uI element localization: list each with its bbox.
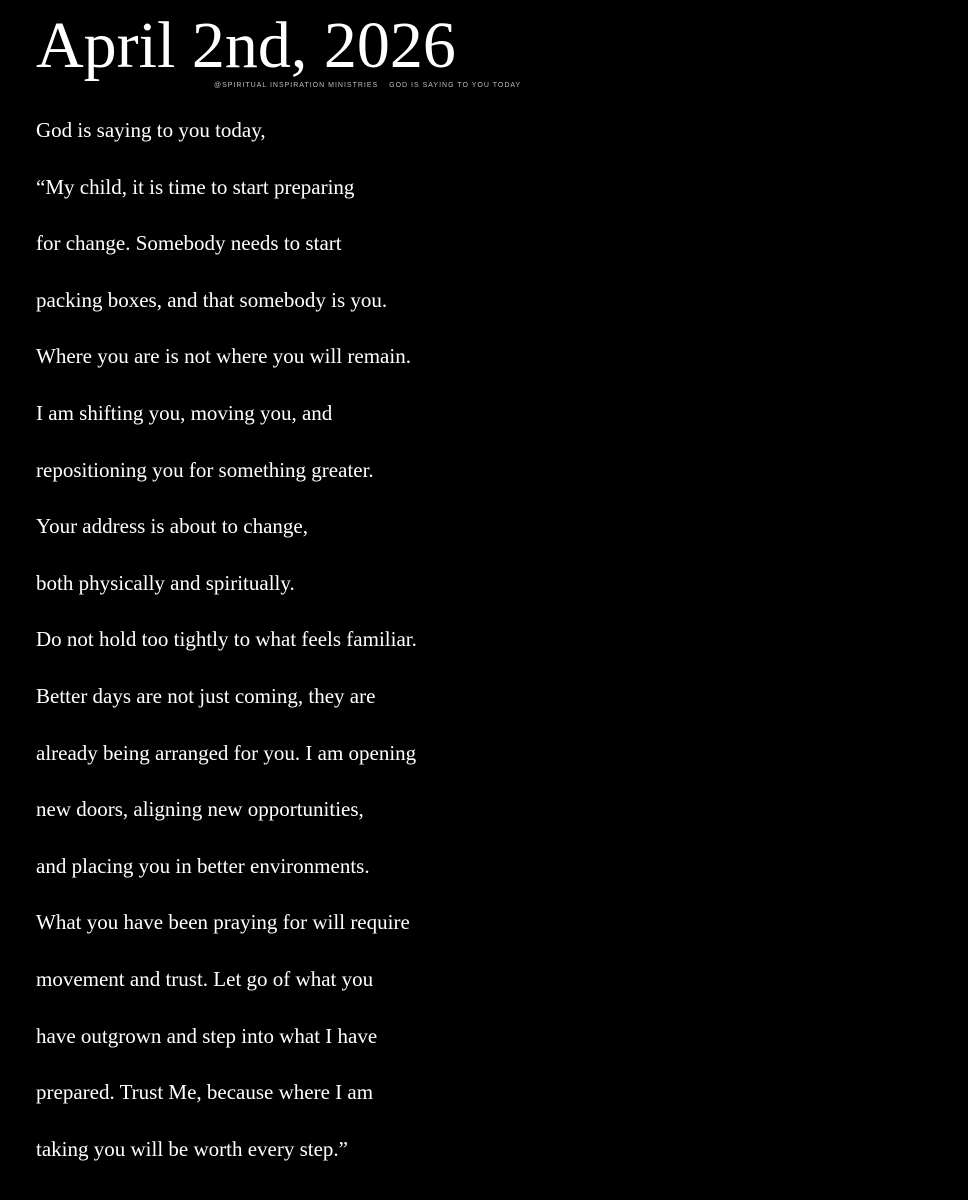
message-line: Where you are is not where you will remain. bbox=[36, 344, 411, 369]
message-line: repositioning you for something greater. bbox=[36, 457, 374, 482]
message-line: prepared. Trust Me, because where I am bbox=[36, 1080, 374, 1105]
watermark-series: GOD IS SAYING TO YOU TODAY bbox=[389, 82, 522, 89]
message-line: packing boxes, and that somebody is you. bbox=[36, 287, 388, 312]
message-line: already being arranged for you. I am opening bbox=[36, 740, 417, 765]
message-line: and placing you in better environments. bbox=[36, 853, 370, 878]
date-title: April 2nd, 2026 bbox=[36, 9, 456, 82]
watermark bbox=[214, 82, 529, 89]
message-line: for change. Somebody needs to start bbox=[36, 231, 342, 256]
message-line: I am shifting you, moving you, and bbox=[36, 400, 333, 425]
message-line: Your address is about to change, bbox=[36, 514, 308, 539]
message-line: both physically and spiritually. bbox=[36, 570, 295, 595]
message-line: taking you will be worth every step.” bbox=[36, 1136, 349, 1161]
message-line: “My child, it is time to start preparing bbox=[36, 174, 355, 199]
message-line: movement and trust. Let go of what you bbox=[36, 966, 374, 991]
watermark-ministry: @SPIRITUAL INSPIRATION MINISTRIES bbox=[214, 82, 379, 89]
message-line: have outgrown and step into what I have bbox=[36, 1023, 378, 1048]
message-line: What you have been praying for will require bbox=[36, 910, 410, 935]
message-body bbox=[36, 102, 956, 1177]
message-line: Better days are not just coming, they are bbox=[36, 683, 376, 708]
message-line: Do not hold too tightly to what feels familiar. bbox=[36, 627, 417, 652]
message-line: God is saying to you today, bbox=[36, 118, 266, 142]
message-line: new doors, aligning new opportunities, bbox=[36, 797, 364, 822]
